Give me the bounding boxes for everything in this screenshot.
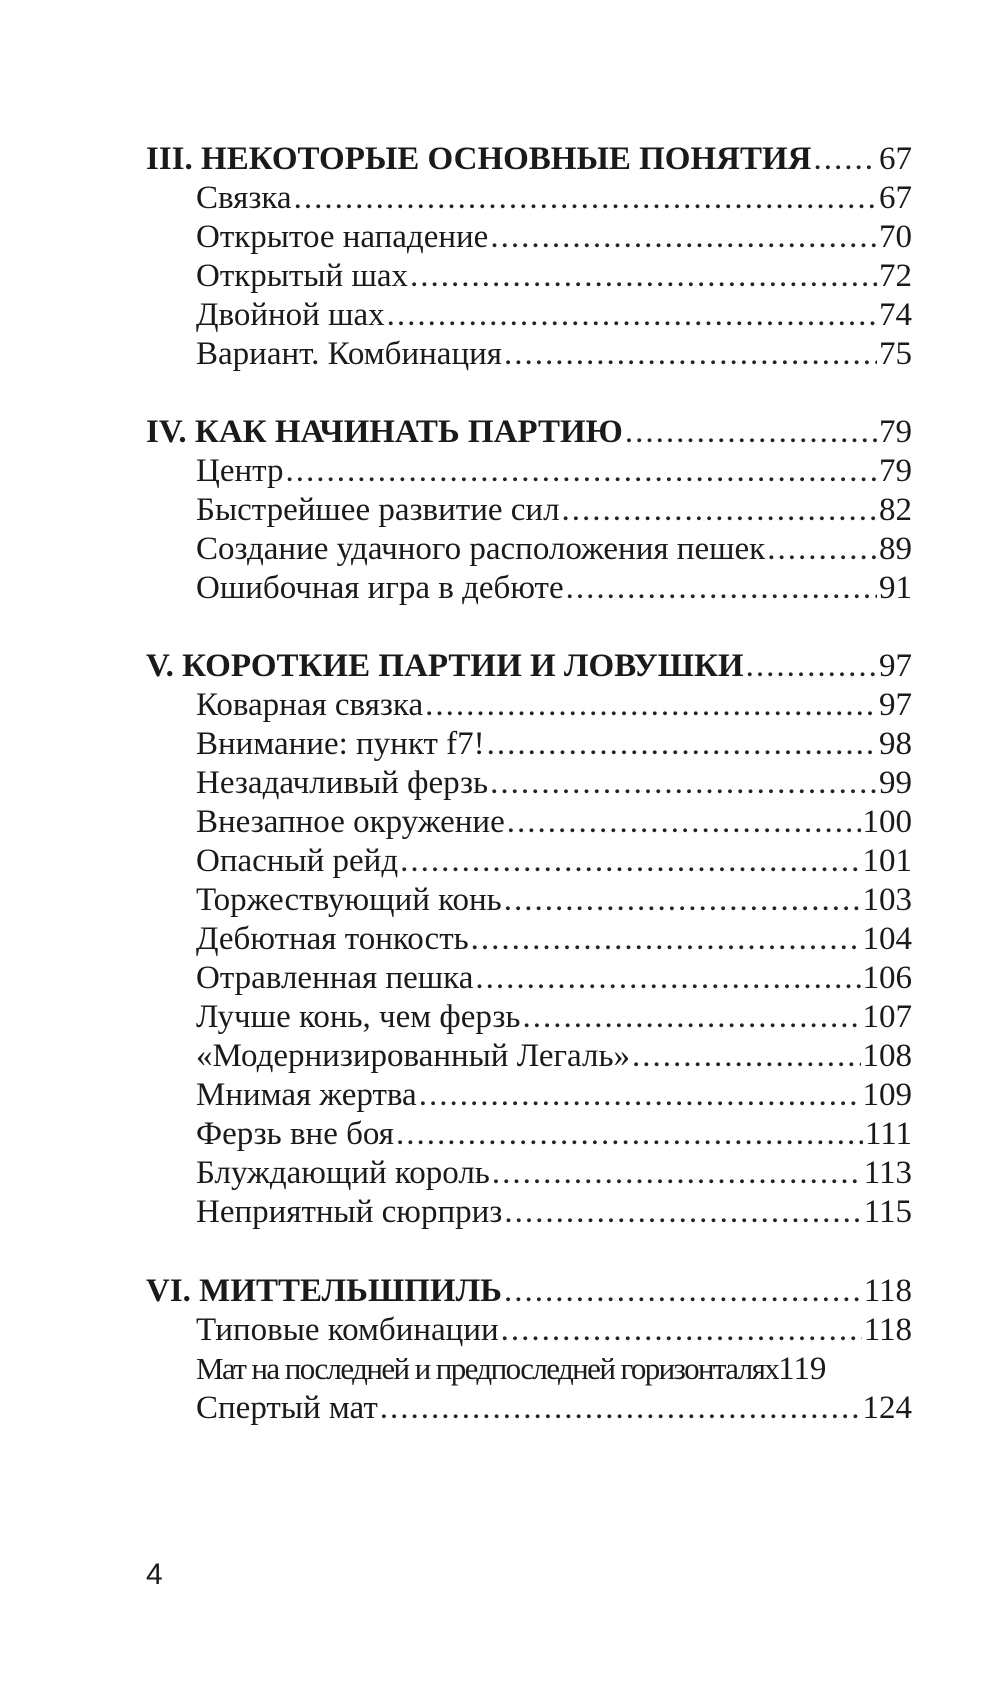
dot-leader [475, 958, 860, 998]
entry-page: 70 [879, 219, 912, 255]
chapter-title: IV. КАК НАЧИНАТЬ ПАРТИЮ [146, 414, 623, 450]
toc-entry [196, 1153, 912, 1193]
dot-leader [387, 295, 877, 335]
entry-page: 97 [879, 687, 912, 723]
dot-leader [490, 217, 877, 257]
toc-entry [196, 295, 912, 335]
entry-page: 106 [862, 960, 912, 996]
dot-leader [380, 1388, 861, 1428]
entry-page: 82 [879, 492, 912, 528]
entry-title: Лучше конь, чем ферзь [196, 999, 521, 1035]
chapter-page: 67 [879, 141, 912, 177]
toc-entry [196, 256, 912, 296]
dot-leader [566, 568, 877, 608]
toc-entry [196, 1349, 912, 1389]
toc-entry [196, 841, 912, 881]
toc-chapter [146, 646, 912, 686]
entry-title: Опасный рейд [196, 843, 399, 879]
toc-entry [196, 958, 912, 998]
chapter-page: 97 [879, 648, 912, 684]
entry-page: 108 [862, 1038, 912, 1074]
entry-title: Вариант. Комбинация [196, 336, 502, 372]
dot-leader [285, 451, 877, 491]
entry-title: Центр [196, 453, 284, 489]
entry-page: 119 [778, 1351, 827, 1387]
entry-title: Неприятный сюрприз [196, 1194, 503, 1230]
entry-title: Торжествующий конь [196, 882, 502, 918]
dot-leader [504, 1192, 861, 1232]
entry-title: Внезапное окружение [196, 804, 505, 840]
dot-leader [396, 1114, 863, 1154]
entry-page: 67 [879, 180, 912, 216]
dot-leader [419, 1075, 861, 1115]
toc-entry [196, 1192, 912, 1232]
chapter-page: 79 [879, 414, 912, 450]
toc-chapter [146, 412, 912, 452]
entry-title: Мат на последней и предпоследней горизонталях [196, 1351, 779, 1386]
entry-page: 111 [864, 1116, 912, 1152]
dot-leader [487, 724, 877, 764]
entry-title: Открытое нападение [196, 219, 489, 255]
entry-title: Двойной шах [196, 297, 385, 333]
dot-leader [562, 490, 877, 530]
entry-page: 91 [879, 570, 912, 606]
dot-leader [504, 1271, 862, 1311]
entry-page: 74 [879, 297, 912, 333]
dot-leader [504, 334, 877, 374]
toc-entry [196, 1388, 912, 1428]
entry-page: 89 [879, 531, 912, 567]
toc-entry [196, 724, 912, 764]
entry-title: Внимание: пункт f7! [196, 726, 485, 762]
toc-entry [196, 178, 912, 218]
entry-title: Быстрейшее развитие сил [196, 492, 560, 528]
entry-title: Типовые комбинации [196, 1312, 499, 1348]
entry-page: 75 [879, 336, 912, 372]
entry-page: 99 [879, 765, 912, 801]
toc-entry [196, 217, 912, 257]
entry-title: Спертый мат [196, 1390, 378, 1426]
toc-entry [196, 568, 912, 608]
toc-chapter [146, 1271, 912, 1311]
toc-entry [196, 490, 912, 530]
dot-leader [746, 646, 877, 686]
dot-leader [400, 841, 860, 881]
toc-entry [196, 1114, 912, 1154]
dot-leader [507, 802, 861, 842]
chapter-title: V. КОРОТКИЕ ПАРТИИ И ЛОВУШКИ [146, 648, 744, 684]
entry-page: 103 [862, 882, 912, 918]
entry-page: 124 [862, 1390, 912, 1426]
entry-page: 109 [862, 1077, 912, 1113]
dot-leader [501, 1310, 862, 1350]
entry-page: 115 [863, 1194, 912, 1230]
entry-page: 72 [879, 258, 912, 294]
dot-leader [410, 256, 877, 296]
entry-page: 100 [862, 804, 912, 840]
dot-leader [504, 880, 861, 920]
toc-chapter [146, 139, 912, 179]
toc-entry [196, 334, 912, 374]
entry-title: Создание удачного расположения пешек [196, 531, 766, 567]
entry-page: 118 [863, 1312, 912, 1348]
entry-title: Связка [196, 180, 292, 216]
toc-entry [196, 1310, 912, 1350]
dot-leader [294, 178, 877, 218]
dot-leader [632, 1036, 860, 1076]
dot-leader [492, 1153, 862, 1193]
toc-entry [196, 997, 912, 1037]
toc-entry [196, 1075, 912, 1115]
entry-page: 101 [862, 843, 912, 879]
entry-title: Блуждающий король [196, 1155, 490, 1191]
page-number: 4 [146, 1558, 163, 1591]
toc-entry [196, 880, 912, 920]
entry-title: Ошибочная игра в дебюте [196, 570, 564, 606]
toc-entry [196, 802, 912, 842]
dot-leader [813, 139, 877, 179]
entry-title: Мнимая жертва [196, 1077, 417, 1113]
toc-entry [196, 529, 912, 569]
toc-entry [196, 451, 912, 491]
entry-title: Ферзь вне боя [196, 1116, 394, 1152]
toc-entry [196, 763, 912, 803]
entry-title: «Модернизированный Легаль» [196, 1038, 631, 1074]
entry-page: 98 [879, 726, 912, 762]
entry-page: 104 [862, 921, 912, 957]
chapter-title: VI. МИТТЕЛЬШПИЛЬ [146, 1273, 502, 1309]
entry-page: 79 [879, 453, 912, 489]
entry-page: 113 [863, 1155, 912, 1191]
toc-entry [196, 685, 912, 725]
dot-leader [522, 997, 860, 1037]
entry-title: Открытый шах [196, 258, 409, 294]
dot-leader [490, 763, 877, 803]
entry-title: Коварная связка [196, 687, 424, 723]
toc-entry [196, 919, 912, 959]
dot-leader [625, 412, 877, 452]
entry-title: Дебютная тонкость [196, 921, 469, 957]
dot-leader [471, 919, 861, 959]
entry-title: Незадачливый ферзь [196, 765, 489, 801]
dot-leader [425, 685, 877, 725]
chapter-page: 118 [863, 1273, 912, 1309]
dot-leader [767, 529, 877, 569]
entry-title: Отравленная пешка [196, 960, 474, 996]
entry-page: 107 [862, 999, 912, 1035]
chapter-title: III. НЕКОТОРЫЕ ОСНОВНЫЕ ПОНЯТИЯ [146, 141, 812, 177]
toc-entry [196, 1036, 912, 1076]
